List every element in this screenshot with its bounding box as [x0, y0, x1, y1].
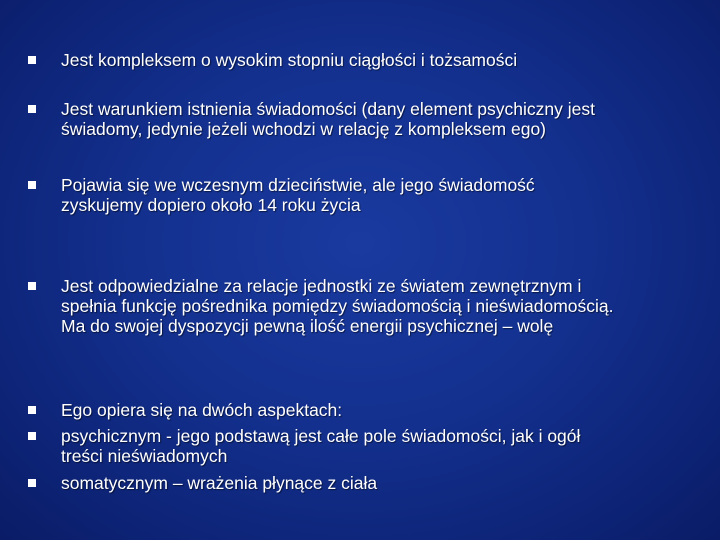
bullet-text: [61, 50, 701, 70]
square-bullet-icon: [28, 56, 36, 64]
bullet-line: zyskujemy dopiero około 14 roku życia: [61, 195, 361, 215]
bullet-line: treści nieświadomych: [61, 446, 228, 466]
bullet-text: [61, 426, 701, 466]
square-bullet-icon: [28, 479, 36, 487]
square-bullet-icon: [28, 406, 36, 414]
square-bullet-icon: [28, 282, 36, 290]
bullet-line: świadomy, jedynie jeżeli wchodzi w relację z kompleksem ego): [61, 119, 547, 139]
bullet-line: spełnia funkcję pośrednika pomiędzy świadomością i nieświadomością.: [61, 296, 614, 316]
bullet-line: Ma do swojej dyspozycji pewną ilość energii psychicznej – wolę: [61, 316, 554, 336]
bullet-line: Jest kompleksem o wysokim stopniu ciągłości i tożsamości: [61, 50, 518, 70]
bullet-line: Ego opiera się na dwóch aspektach:: [61, 400, 343, 420]
bullet-text: [61, 99, 701, 139]
bullet-line: Jest odpowiedzialne za relacje jednostki ze światem zewnętrznym i: [61, 276, 582, 296]
bullet-text: [61, 276, 701, 336]
bullet-text: [61, 400, 701, 420]
square-bullet-icon: [28, 432, 36, 440]
square-bullet-icon: [28, 181, 36, 189]
bullet-line: somatycznym – wrażenia płynące z ciała: [61, 473, 378, 493]
bullet-text: [61, 175, 701, 215]
bullet-line: Jest warunkiem istnienia świadomości (dany element psychiczny jest: [61, 99, 595, 119]
square-bullet-icon: [28, 105, 36, 113]
bullet-text: [61, 473, 701, 493]
bullet-line: psychicznym - jego podstawą jest całe pole świadomości, jak i ogół: [61, 426, 581, 446]
bullet-line: Pojawia się we wczesnym dzieciństwie, ale jego świadomość: [61, 175, 535, 195]
